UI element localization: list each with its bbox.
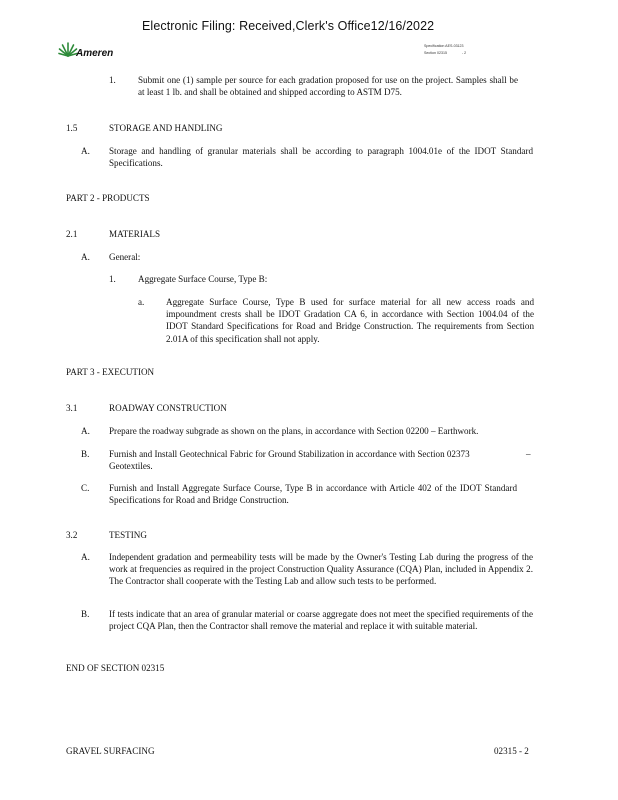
item-letter: A.: [81, 426, 90, 436]
spec-number: Specification AES-03123: [424, 44, 464, 48]
item-letter: A.: [81, 146, 90, 156]
paragraph-text: General:: [109, 252, 141, 262]
item-number: 1.: [109, 274, 116, 284]
paragraph-text: Prepare the roadway subgrade as shown on the plans, in accordance with Section 02200 – Earthwork.: [109, 426, 479, 436]
item-letter: A.: [81, 552, 90, 562]
item-letter: a.: [138, 297, 145, 307]
section-title: STORAGE AND HANDLING: [109, 123, 223, 133]
ameren-logo: [58, 40, 118, 62]
paragraph-text: Independent gradation and permeability tests will be made by the Owner's Testing Lab during the progress of the work at frequencies as required in the project Construction Quality Assurance (CQA) Plan, included in Appendix 2. The Contractor shall cooperate with the Testing Lab and allow such tests to be performed.: [109, 552, 533, 587]
page-number: 02315 - 2: [494, 746, 529, 756]
ameren-sunburst-icon: [58, 40, 78, 60]
section-number: 2.1: [66, 229, 78, 239]
section-number: 3.2: [66, 530, 78, 540]
part-heading: PART 3 - EXECUTION: [66, 367, 155, 377]
paragraph-text: If tests indicate that an area of granular material or coarse aggregate does not meet the specified requirements of the project CQA Plan, then the Contractor shall remove the material and replace it with suitable material.: [109, 609, 533, 632]
footer-title: GRAVEL SURFACING: [66, 746, 155, 756]
item-letter: A.: [81, 252, 90, 262]
spec-section: Section 02315 - 2: [424, 51, 467, 55]
paragraph-text-continued: Geotextiles.: [109, 461, 153, 471]
part-heading: PART 2 - PRODUCTS: [66, 193, 150, 203]
dash-mark: –: [526, 449, 531, 459]
section-title: ROADWAY CONSTRUCTION: [109, 403, 227, 413]
item-letter: C.: [81, 483, 90, 493]
item-letter: B.: [81, 449, 90, 459]
paragraph-text: Storage and handling of granular materials shall be according to paragraph 1004.01e of the IDOT Standard Specifications.: [109, 146, 533, 169]
paragraph-text: Aggregate Surface Course, Type B used for surface material for all new access roads and impoundment crests shall be IDOT Gradation CA 6, in accordance with Section 1004.04 of the IDOT Standard Specifications for Road and Bridge Construction. The requirements from Section 2.01A of this specification shall not apply.: [166, 297, 534, 344]
item-number: 1.: [109, 75, 116, 85]
filing-stamp: Electronic Filing: Received,Clerk's Office12/16/2022: [142, 19, 435, 33]
item-letter: B.: [81, 609, 90, 619]
paragraph-text: Furnish and Install Aggregate Surface Course, Type B in accordance with Article 402 of the IDOT Standard Specifications for Road and Bridge Construction.: [109, 483, 517, 506]
paragraph-text: Aggregate Surface Course, Type B:: [138, 274, 268, 284]
end-of-section: END OF SECTION 02315: [66, 663, 165, 673]
section-number: 3.1: [66, 403, 78, 413]
section-title: TESTING: [109, 530, 147, 540]
paragraph-text: Submit one (1) sample per source for each gradation proposed for use on the project. Samples shall be at least 1 lb. and shall be obtained and shipped according to ASTM D75.: [138, 75, 518, 98]
spec-reference: [424, 43, 466, 57]
section-number: 1.5: [66, 123, 78, 133]
section-title: MATERIALS: [109, 229, 161, 239]
paragraph-text: Furnish and Install Geotechnical Fabric for Ground Stabilization in accordance with Section 02373: [109, 449, 470, 459]
logo-text: Ameren: [76, 48, 114, 59]
